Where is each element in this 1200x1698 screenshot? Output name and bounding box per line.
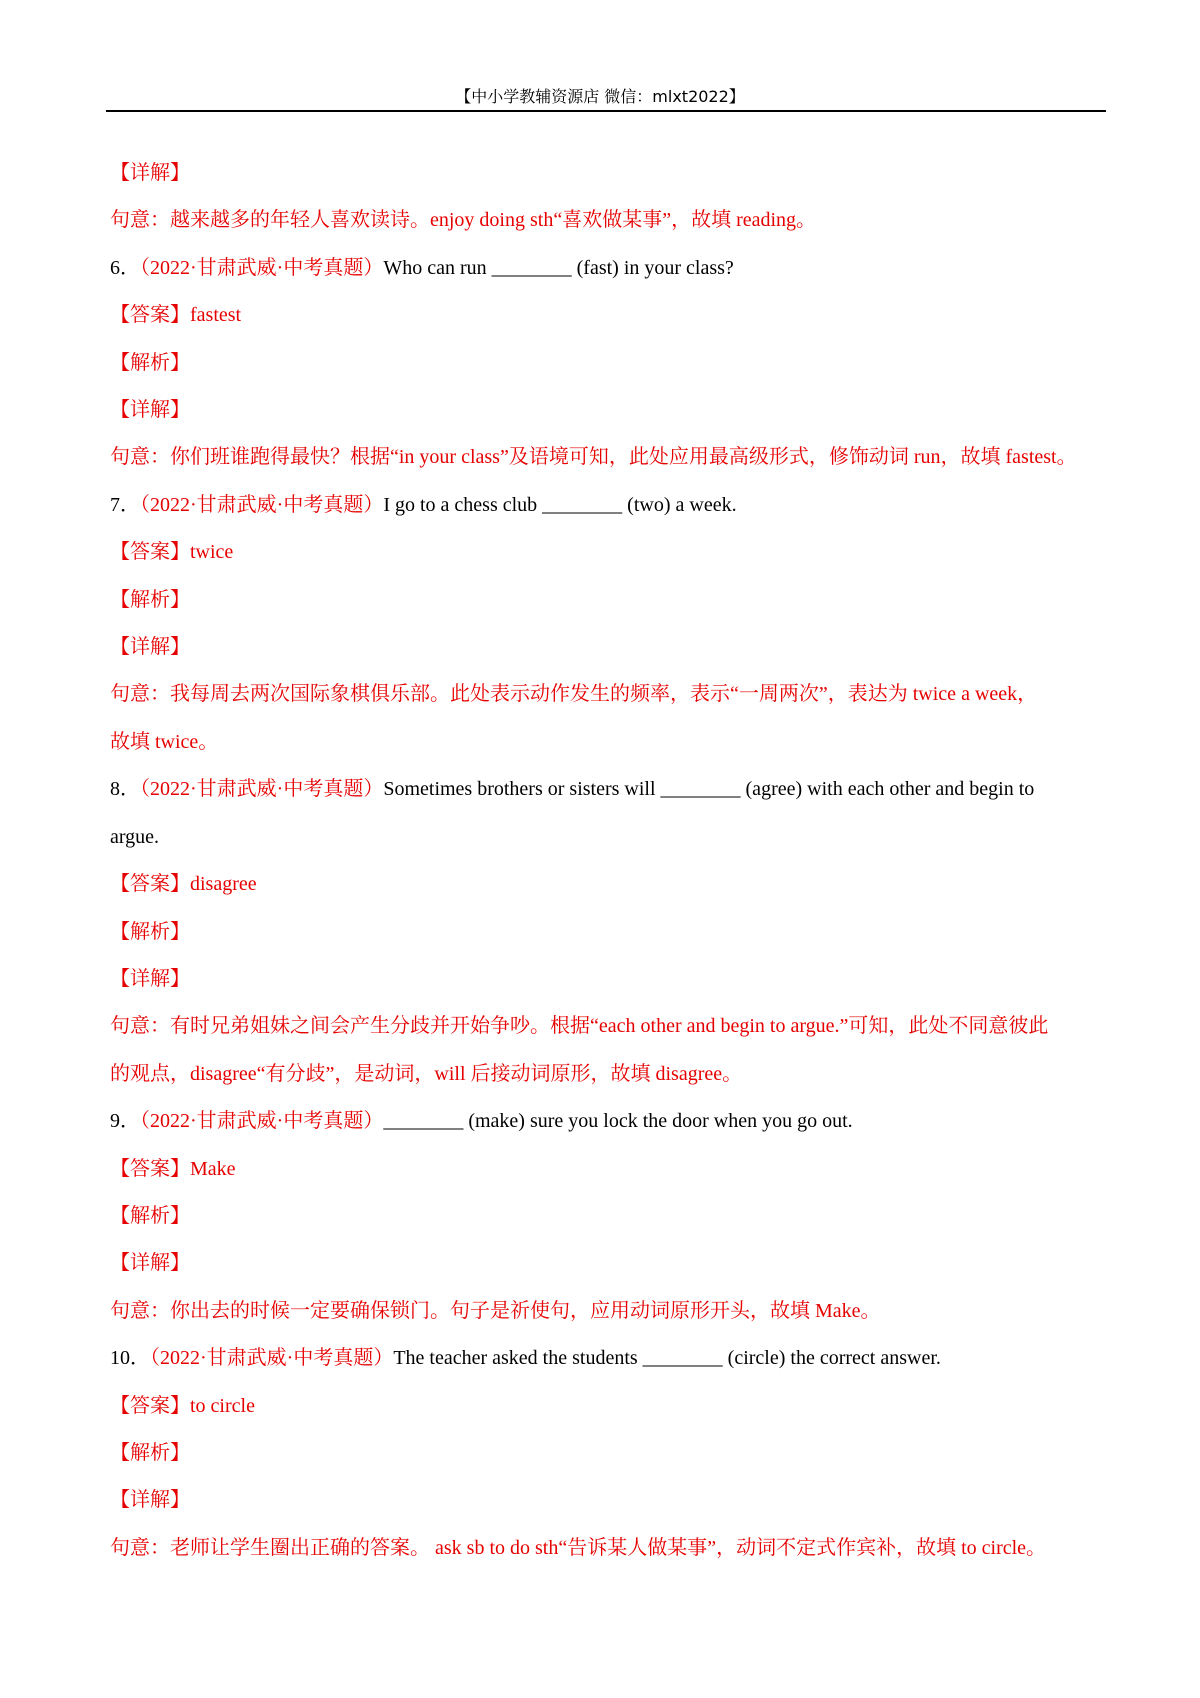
explanation-text: 句意：你出去的时候一定要确保锁门。句子是祈使句，应用动词原形开头，故填 Make。 [110, 1299, 881, 1322]
answer-line [110, 529, 1100, 576]
question-line [110, 245, 1100, 292]
header-rule [106, 110, 1106, 112]
answer-text: to circle [190, 1394, 255, 1417]
section-label: 【解析】 [110, 351, 190, 374]
question-number: 6． [110, 256, 140, 279]
section-label: 【详解】 [110, 967, 190, 990]
page-header: 【中小学教辅资源店 微信：mlxt2022】 [455, 87, 745, 106]
explanation-text: 句意：我每周去两次国际象棋俱乐部。此处表示动作发生的频率，表示“一周两次”，表达为 twice a week， [110, 683, 1038, 706]
question-line [110, 766, 1100, 813]
section-label: 【详解】 [110, 1489, 190, 1512]
question-number: 9． [110, 1110, 140, 1133]
question-number: 7． [110, 493, 140, 516]
question-source: （2022·甘肃武威·中考真题） [140, 256, 384, 279]
answer-line [110, 292, 1100, 339]
answer-label: 【答案】 [110, 873, 190, 896]
explanation-text: 故填 twice。 [110, 730, 219, 753]
explanation-text: 句意：你们班谁跑得最快？根据“in your class”及语境可知，此处应用最高级形式，修饰动词 run，故填 fastest。 [110, 446, 1077, 469]
answer-text: fastest [190, 304, 242, 327]
question-line [110, 482, 1100, 529]
question-continuation: argue. [110, 825, 160, 848]
section-label: 【详解】 [110, 636, 190, 659]
section-label: 【解析】 [110, 1441, 190, 1464]
question-source: （2022·甘肃武威·中考真题） [150, 1347, 394, 1370]
answer-label: 【答案】 [110, 304, 190, 327]
question-number: 10． [110, 1347, 150, 1370]
answer-text: disagree [190, 873, 257, 896]
question-text: The teacher asked the students ________ (circle) the correct answer. [393, 1347, 941, 1370]
answer-text: Make [190, 1157, 236, 1180]
answer-label: 【答案】 [110, 1157, 190, 1180]
answer-line [110, 1383, 1100, 1430]
answer-text: twice [190, 541, 234, 564]
question-source: （2022·甘肃武威·中考真题） [140, 493, 384, 516]
explanation-text: 句意：越来越多的年轻人喜欢读诗。enjoy doing sth“喜欢做某事”，故填 reading。 [110, 209, 817, 232]
section-label: 【解析】 [110, 588, 190, 611]
section-label: 【详解】 [110, 399, 190, 422]
question-line [110, 1098, 1100, 1145]
explanation-text: 句意：老师让学生圈出正确的答案。 ask sb to do sth“告诉某人做某事”，动词不定式作宾补，故填 to circle。 [110, 1536, 1047, 1559]
question-source: （2022·甘肃武威·中考真题） [140, 778, 384, 801]
question-source: （2022·甘肃武威·中考真题） [140, 1110, 384, 1133]
section-label: 【详解】 [110, 1252, 190, 1275]
section-label: 【解析】 [110, 1204, 190, 1227]
question-line [110, 1335, 1100, 1382]
section-label: 【详解】 [110, 162, 190, 184]
question-text: Who can run ________ (fast) in your class? [383, 256, 734, 279]
answer-label: 【答案】 [110, 1394, 190, 1417]
explanation-text: 的观点，disagree“有分歧”，是动词，will 后接动词原形，故填 disagree。 [110, 1062, 743, 1085]
document-body [110, 150, 1100, 1572]
explanation-text: 句意：有时兄弟姐妹之间会产生分歧并开始争吵。根据“each other and begin to argue.”可知，此处不同意彼此 [110, 1015, 1049, 1038]
answer-line [110, 861, 1100, 908]
question-text: Sometimes brothers or sisters will ________ (agree) with each other and begin to [383, 778, 1035, 801]
question-text: ________ (make) sure you lock the door when you go out. [383, 1110, 853, 1133]
answer-label: 【答案】 [110, 541, 190, 564]
answer-line [110, 1146, 1100, 1193]
question-text: I go to a chess club ________ (two) a week. [383, 493, 737, 516]
question-number: 8． [110, 778, 140, 801]
section-label: 【解析】 [110, 920, 190, 943]
